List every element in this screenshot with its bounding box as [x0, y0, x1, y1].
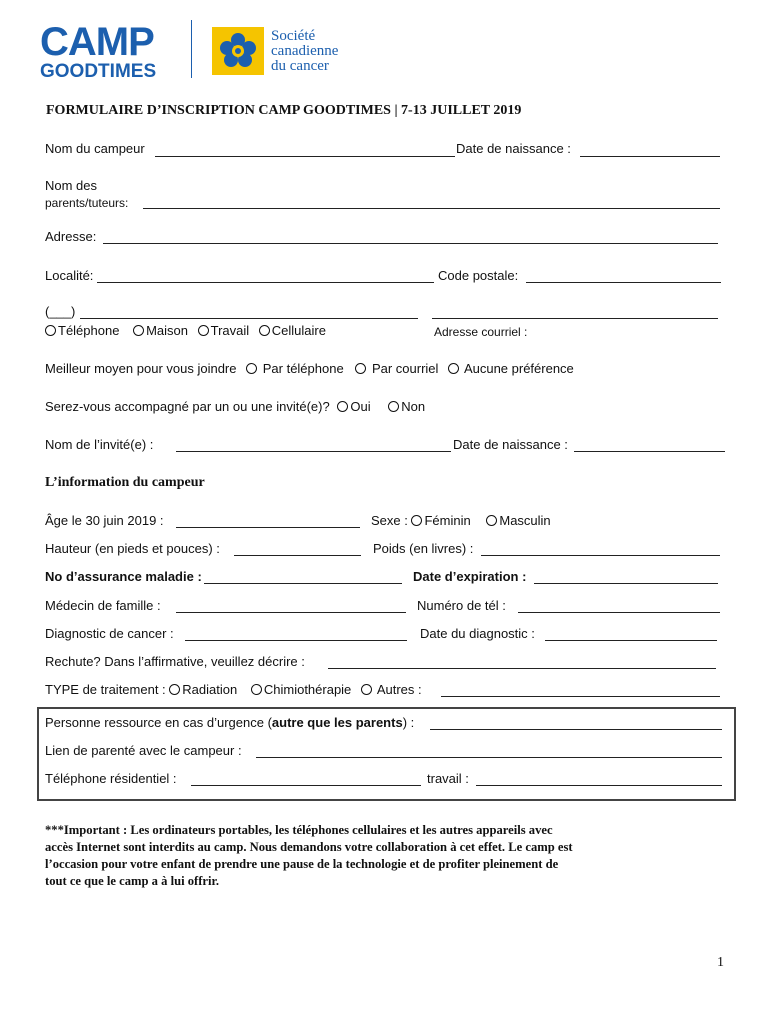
notice-line-1: ***Important : Les ordinateurs portables, les téléphones cellulaires et les autres appareils avec [45, 823, 553, 837]
radio-icon [133, 325, 144, 336]
phone-option-telephone[interactable]: Téléphone [45, 323, 119, 338]
camper-info-heading: L’information du campeur [45, 475, 205, 490]
phone-option-travail[interactable]: Travail [198, 323, 250, 338]
home-phone-label: Téléphone résidentiel : [45, 771, 177, 786]
radio-icon [355, 363, 366, 374]
work-phone-field[interactable] [476, 785, 722, 786]
postal-code-label: Code postale: [438, 268, 519, 283]
guest-birth-field[interactable] [574, 451, 725, 452]
doctor-field[interactable] [176, 612, 406, 613]
relapse-field[interactable] [328, 668, 716, 669]
logo-divider [191, 20, 192, 78]
page-number: 1 [717, 955, 724, 970]
health-number-label: No d’assurance maladie : [45, 569, 202, 584]
height-field[interactable] [234, 555, 361, 556]
tel-number-field[interactable] [518, 612, 720, 613]
notice-line-2: accès Internet sont interdits au camp. Nous demandons votre collaboration à cet effet. Le camp est [45, 840, 573, 854]
camp-goodtimes-logo [40, 22, 170, 80]
locality-label: Localité: [45, 268, 94, 283]
email-label: Adresse courriel : [434, 325, 528, 339]
scc-line-3: du cancer [271, 58, 329, 74]
phone-option-cellulaire[interactable]: Cellulaire [259, 323, 326, 338]
weight-label: Poids (en livres) : [373, 541, 474, 556]
diagnosis-field[interactable] [185, 640, 407, 641]
contact-option-none[interactable]: Aucune préférence [448, 361, 574, 376]
accompanied-yes[interactable]: Oui [337, 399, 370, 414]
camp-logo-text: CAMP [40, 20, 154, 64]
diagnosis-label: Diagnostic de cancer : [45, 626, 174, 641]
address-field[interactable] [103, 243, 718, 244]
phone-prefix: (___) [45, 304, 76, 319]
treatment-row [45, 682, 422, 698]
parents-label-1: Nom des [45, 178, 98, 193]
guest-birth-label: Date de naissance : [453, 437, 568, 452]
sex-option-male[interactable]: Masculin [486, 513, 550, 528]
goodtimes-logo-text: GOODTIMES [40, 61, 157, 82]
daffodil-icon [212, 27, 264, 75]
scc-line-1: Société [271, 28, 316, 44]
treatment-option-chemo[interactable]: Chimiothérapie [251, 682, 351, 697]
phone-option-maison[interactable]: Maison [133, 323, 188, 338]
radio-icon [259, 325, 270, 336]
treatment-label: TYPE de traitement : [45, 682, 166, 697]
health-number-field[interactable] [204, 583, 402, 584]
scc-line-2: canadienne [271, 43, 339, 59]
radio-icon [337, 401, 348, 412]
tel-number-label: Numéro de tél : [417, 598, 506, 613]
relation-field[interactable] [256, 757, 722, 758]
guest-name-label: Nom de l’invité(e) : [45, 437, 154, 452]
radio-icon [169, 684, 180, 695]
sex-row [371, 513, 551, 529]
email-field[interactable] [432, 318, 718, 319]
accompanied-no[interactable]: Non [388, 399, 425, 414]
camper-name-label: Nom du campeur [45, 141, 145, 156]
parents-field[interactable] [143, 208, 720, 209]
radio-icon [246, 363, 257, 374]
sex-option-female[interactable]: Féminin [411, 513, 470, 528]
guest-name-field[interactable] [176, 451, 451, 452]
phone-type-options [45, 323, 326, 339]
notice-line-3: l’occasion pour votre enfant de prendre une pause de la technologie et de profiter pleinement de [45, 857, 559, 871]
radio-icon [411, 515, 422, 526]
radio-icon [198, 325, 209, 336]
radio-icon [388, 401, 399, 412]
emergency-contact-bold: autre que les parents [271, 715, 403, 730]
treatment-option-other[interactable]: Autres : [361, 682, 422, 697]
postal-code-field[interactable] [526, 282, 721, 283]
radio-icon [448, 363, 459, 374]
work-phone-label: travail : [427, 771, 469, 786]
accompanied-label: Serez-vous accompagné par un ou une invité(e)? [45, 399, 330, 414]
expiry-label: Date d’expiration : [413, 569, 527, 584]
doctor-label: Médecin de famille : [45, 598, 161, 613]
contact-option-phone[interactable]: Par téléphone [246, 361, 344, 376]
phone-field[interactable] [80, 318, 418, 319]
accompanied-row [45, 399, 425, 415]
contact-preference-row [45, 361, 574, 377]
radio-icon [361, 684, 372, 695]
height-label: Hauteur (en pieds et pouces) : [45, 541, 220, 556]
camper-name-field[interactable] [155, 156, 455, 157]
radio-icon [486, 515, 497, 526]
treatment-option-radiation[interactable]: Radiation [169, 682, 237, 697]
contact-option-email[interactable]: Par courriel [355, 361, 438, 376]
parents-label-2: parents/tuteurs: [45, 196, 129, 210]
relation-label: Lien de parenté avec le campeur : [45, 743, 242, 758]
birth-date-field[interactable] [580, 156, 720, 157]
emergency-contact-label: Personne ressource en cas d’urgence (autre que les parents) : [45, 715, 415, 730]
diagnosis-date-field[interactable] [545, 640, 717, 641]
weight-field[interactable] [481, 555, 720, 556]
radio-icon [45, 325, 56, 336]
emergency-contact-field[interactable] [430, 729, 722, 730]
address-label: Adresse: [45, 229, 97, 244]
diagnosis-date-label: Date du diagnostic : [420, 626, 535, 641]
scc-logo-text [271, 29, 338, 74]
locality-field[interactable] [97, 282, 434, 283]
sex-label: Sexe : [371, 513, 408, 528]
form-title: FORMULAIRE D’INSCRIPTION CAMP GOODTIMES | 7-13 JUILLET 2019 [46, 103, 522, 118]
contact-preference-label: Meilleur moyen pour vous joindre [45, 361, 237, 376]
birth-date-label: Date de naissance : [456, 141, 571, 156]
age-label: Âge le 30 juin 2019 : [45, 513, 164, 528]
treatment-other-field[interactable] [441, 696, 720, 697]
expiry-field[interactable] [534, 583, 718, 584]
home-phone-field[interactable] [191, 785, 421, 786]
important-notice [45, 822, 573, 890]
notice-line-4: tout ce que le camp a à lui offrir. [45, 874, 220, 888]
relapse-label: Rechute? Dans l’affirmative, veuillez décrire : [45, 654, 305, 669]
radio-icon [251, 684, 262, 695]
age-field[interactable] [176, 527, 360, 528]
